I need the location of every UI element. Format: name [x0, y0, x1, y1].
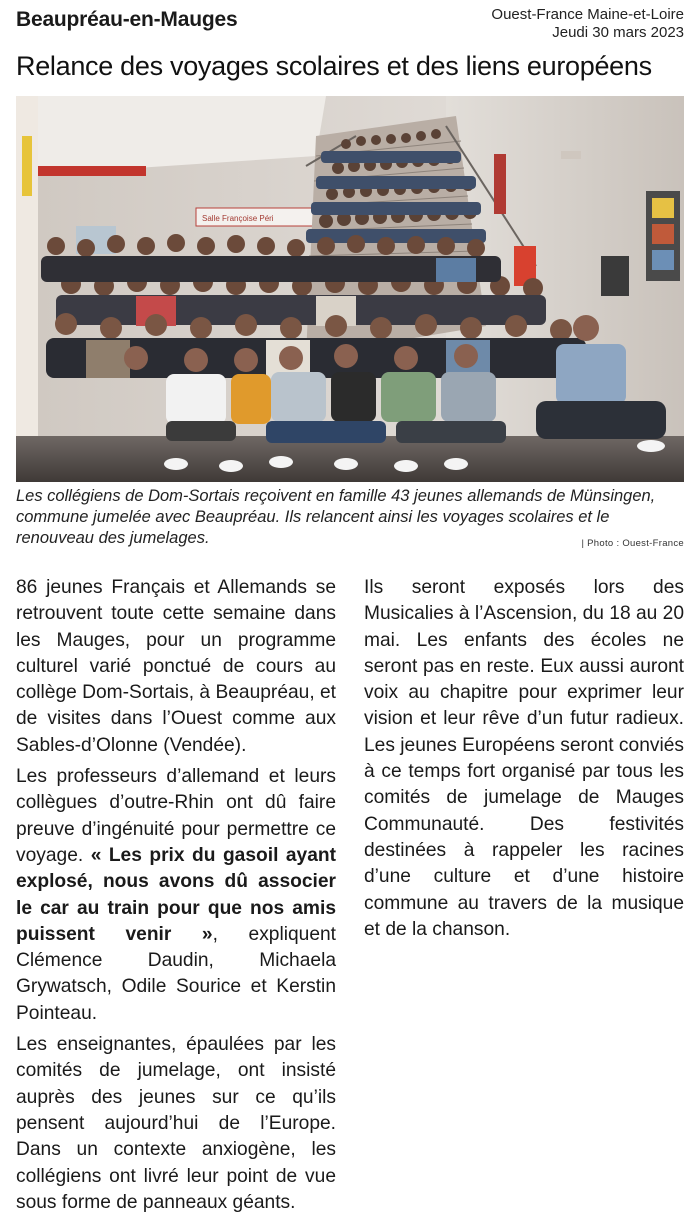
article-paragraph-2 [16, 764, 336, 1027]
room-sign: Salle Françoise Péri [202, 214, 274, 223]
photo-caption: Les collégiens de Dom-Sortais reçoivent en famille 43 jeunes allemands de Münsingen, commune jumelée avec Beaupréau. Ils relancent ainsi les voyages scolaires et le renouveau des jumelages. [16, 487, 656, 547]
town-name: Beaupréau-en-Mauges [16, 8, 238, 31]
article-column-2 [364, 575, 684, 943]
photo-credit: | Photo : Ouest-France [581, 538, 684, 549]
page-header [16, 6, 684, 44]
quote-text: « Les prix du gasoil ayant explosé, nous avons dû associer le car au train pour que nos amis puissent venir » [16, 844, 336, 945]
article-paragraph-4: Ils seront exposés lors des Musicalies à l’Ascension, du 18 au 20 mai. Les enfants des écoles ne seront pas en reste. Eux aussi auront voix au chapitre pour exprimer leur vision et leur rêve d’un futur radieux. Les jeunes Européens seront conviés à ce temps fort organisé par tous les comités de jumelage de Mauges Communauté. Des festivités destinées à rappeler les racines d’une culture et d’une histoire commune au travers de la musique et de la chanson. [364, 577, 684, 940]
newspaper-name: Ouest-France Maine-et-Loire [491, 6, 684, 23]
article-column-1 [16, 575, 336, 1216]
group-photo [16, 96, 684, 482]
paragraph-2-intro: Les professeurs d’allemand et leurs collègues d’outre-Rhin ont dû faire preuve d’ingénuité pour permettre ce voyage. [16, 766, 336, 866]
paragraph-2-attribution: , expliquent Clémence Daudin, Michaela Grywatsch, Odile Sourice et Kerstin Pointeau. [16, 923, 337, 1024]
article-paragraph-3: Les enseignantes, épaulées par les comités de jumelage, ont insisté auprès des jeunes sur ce qu’ils pensent aujourd’hui de l’Europe. Dans un contexte anxiogène, les collégiens ont livré leur point de vue sous forme de panneaux géants. [16, 1034, 336, 1213]
group-photo-illustration [16, 96, 684, 482]
source-info [491, 6, 684, 42]
publication-date: Jeudi 30 mars 2023 [552, 24, 684, 41]
headline: Relance des voyages scolaires et des liens européens [16, 51, 652, 81]
article-paragraph-1: 86 jeunes Français et Allemands se retrouvent toute cette semaine dans les Mauges, pour un programme culturel varié ponctué de cours au collège Dom-Sortais, à Beaupréau, et de visites dans l’Ouest comme aux Sables-d’Olonne (Vendée). [16, 577, 336, 756]
